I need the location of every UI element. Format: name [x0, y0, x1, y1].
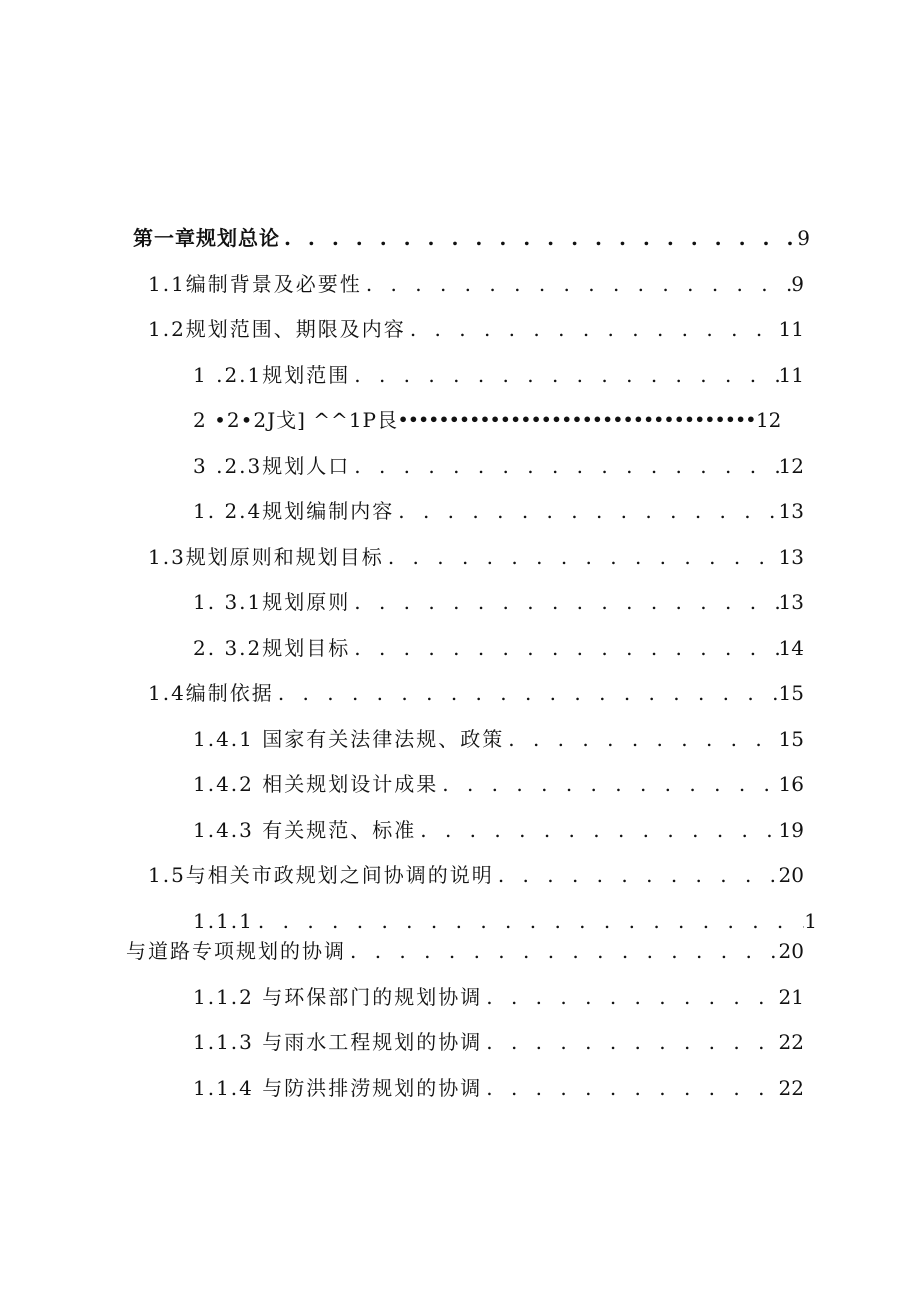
toc-entry-page: 12	[778, 454, 804, 478]
toc-entry-1-4-3[interactable]	[193, 812, 804, 844]
toc-entry-page: 13	[778, 590, 804, 614]
dot-leader	[350, 452, 778, 480]
toc-entry-page: 22	[778, 1030, 804, 1054]
toc-entry-page: 1	[804, 909, 817, 933]
toc-entry-1-4[interactable]	[148, 675, 804, 707]
toc-entry-1-2-4[interactable]	[193, 493, 804, 525]
toc-entry-title: 1.1编制背景及必要性	[148, 272, 362, 296]
dot-leader	[384, 543, 779, 571]
toc-entry-title: 1.1.1	[193, 909, 254, 933]
toc-entry-title: 与道路专项规划的协调	[126, 939, 346, 963]
toc-entry-title: 1.1.4 与防洪排涝规划的协调	[193, 1076, 483, 1100]
toc-entry-page: 20	[778, 939, 804, 963]
dot-leader	[280, 224, 797, 252]
dot-leader	[482, 1028, 778, 1056]
dot-leader	[350, 634, 778, 662]
toc-entry-title: 1.1.3 与雨水工程规划的协调	[193, 1030, 483, 1054]
dot-leader	[482, 983, 778, 1011]
toc-entry-page: 14	[778, 636, 804, 660]
dot-leader	[416, 816, 778, 844]
toc-entry-page: 12	[755, 408, 782, 432]
toc-entry-title: 3 .2.3规划人口	[193, 454, 351, 478]
dot-leader	[346, 937, 779, 965]
toc-entry-page: 22	[778, 1076, 804, 1100]
toc-entry-title: 2 •2•2J戈] ^^1P艮	[193, 408, 398, 432]
toc-entry-1-2-1[interactable]	[193, 357, 804, 389]
toc-entry-page: 20	[778, 863, 804, 887]
dot-leader	[350, 361, 778, 389]
dot-leader	[406, 315, 779, 343]
toc-entry-title: 1.2规划范围、期限及内容	[148, 317, 406, 341]
toc-entry-page: 11	[778, 317, 804, 341]
toc-entry-1-1-2[interactable]	[193, 979, 804, 1011]
toc-entry-title: 1.5与相关市政规划之间协调的说明	[148, 863, 494, 887]
toc-entry-title: 1.1.2 与环保部门的规划协调	[193, 985, 483, 1009]
toc-entry-title: 1.3规划原则和规划目标	[148, 545, 384, 569]
toc-entry-1-2[interactable]	[148, 311, 804, 343]
toc-entry-1-1-1-title[interactable]	[126, 933, 804, 965]
toc-entry-1-1-1-number[interactable]	[193, 903, 817, 935]
toc-entry-page: 15	[778, 681, 804, 705]
dot-leader	[494, 861, 779, 889]
dot-leader	[362, 270, 791, 298]
toc-entry-title: 1.4.2 相关规划设计成果	[193, 772, 439, 796]
toc-entry-page: 13	[778, 545, 804, 569]
toc-entry-1-3-1[interactable]	[193, 584, 804, 616]
toc-entry-page: 15	[778, 727, 804, 751]
toc-entry-title: 1.4.1 国家有关法律法规、政策	[193, 727, 505, 751]
toc-entry-title: 1.4编制依据	[148, 681, 274, 705]
dot-leader	[504, 725, 778, 753]
toc-entry-1-4-1[interactable]	[193, 721, 804, 753]
toc-entry-1-4-2[interactable]	[193, 766, 804, 798]
dot-leader	[394, 497, 778, 525]
toc-entry-1-1-3[interactable]	[193, 1024, 804, 1056]
toc-entry-1-1-4[interactable]	[193, 1070, 804, 1102]
toc-entry-page: 9	[791, 272, 804, 296]
dot-leader	[274, 679, 779, 707]
toc-entry-1-2-2[interactable]	[193, 402, 781, 434]
dot-leader	[254, 907, 804, 935]
toc-entry-title: 1 .2.1规划范围	[193, 363, 351, 387]
toc-entry-chapter-1[interactable]	[133, 220, 810, 252]
toc-entry-1-2-3[interactable]	[193, 448, 804, 480]
toc-entry-1-3[interactable]	[148, 539, 804, 571]
dot-leader	[438, 770, 778, 798]
toc-entry-title: 2. 3.2规划目标	[193, 636, 351, 660]
toc-entry-1-5[interactable]	[148, 857, 804, 889]
toc-entry-page: 9	[797, 226, 810, 250]
toc-entry-page: 13	[778, 499, 804, 523]
toc-entry-1-1[interactable]	[148, 266, 804, 298]
dot-leader	[350, 588, 778, 616]
bullet-leader: •••••••••••••••••••••••••••••••••••	[398, 410, 756, 429]
toc-entry-page: 21	[778, 985, 804, 1009]
toc-entry-page: 19	[778, 818, 804, 842]
toc-entry-page: 11	[778, 363, 804, 387]
toc-entry-title: 1.4.3 有关规范、标准	[193, 818, 417, 842]
toc-entry-page: 16	[778, 772, 804, 796]
toc-entry-title: 1. 2.4规划编制内容	[193, 499, 395, 523]
toc-entry-title: 第一章规划总论	[133, 226, 280, 250]
toc-entry-title: 1. 3.1规划原则	[193, 590, 351, 614]
toc-entry-1-3-2[interactable]	[193, 630, 804, 662]
dot-leader	[482, 1074, 778, 1102]
